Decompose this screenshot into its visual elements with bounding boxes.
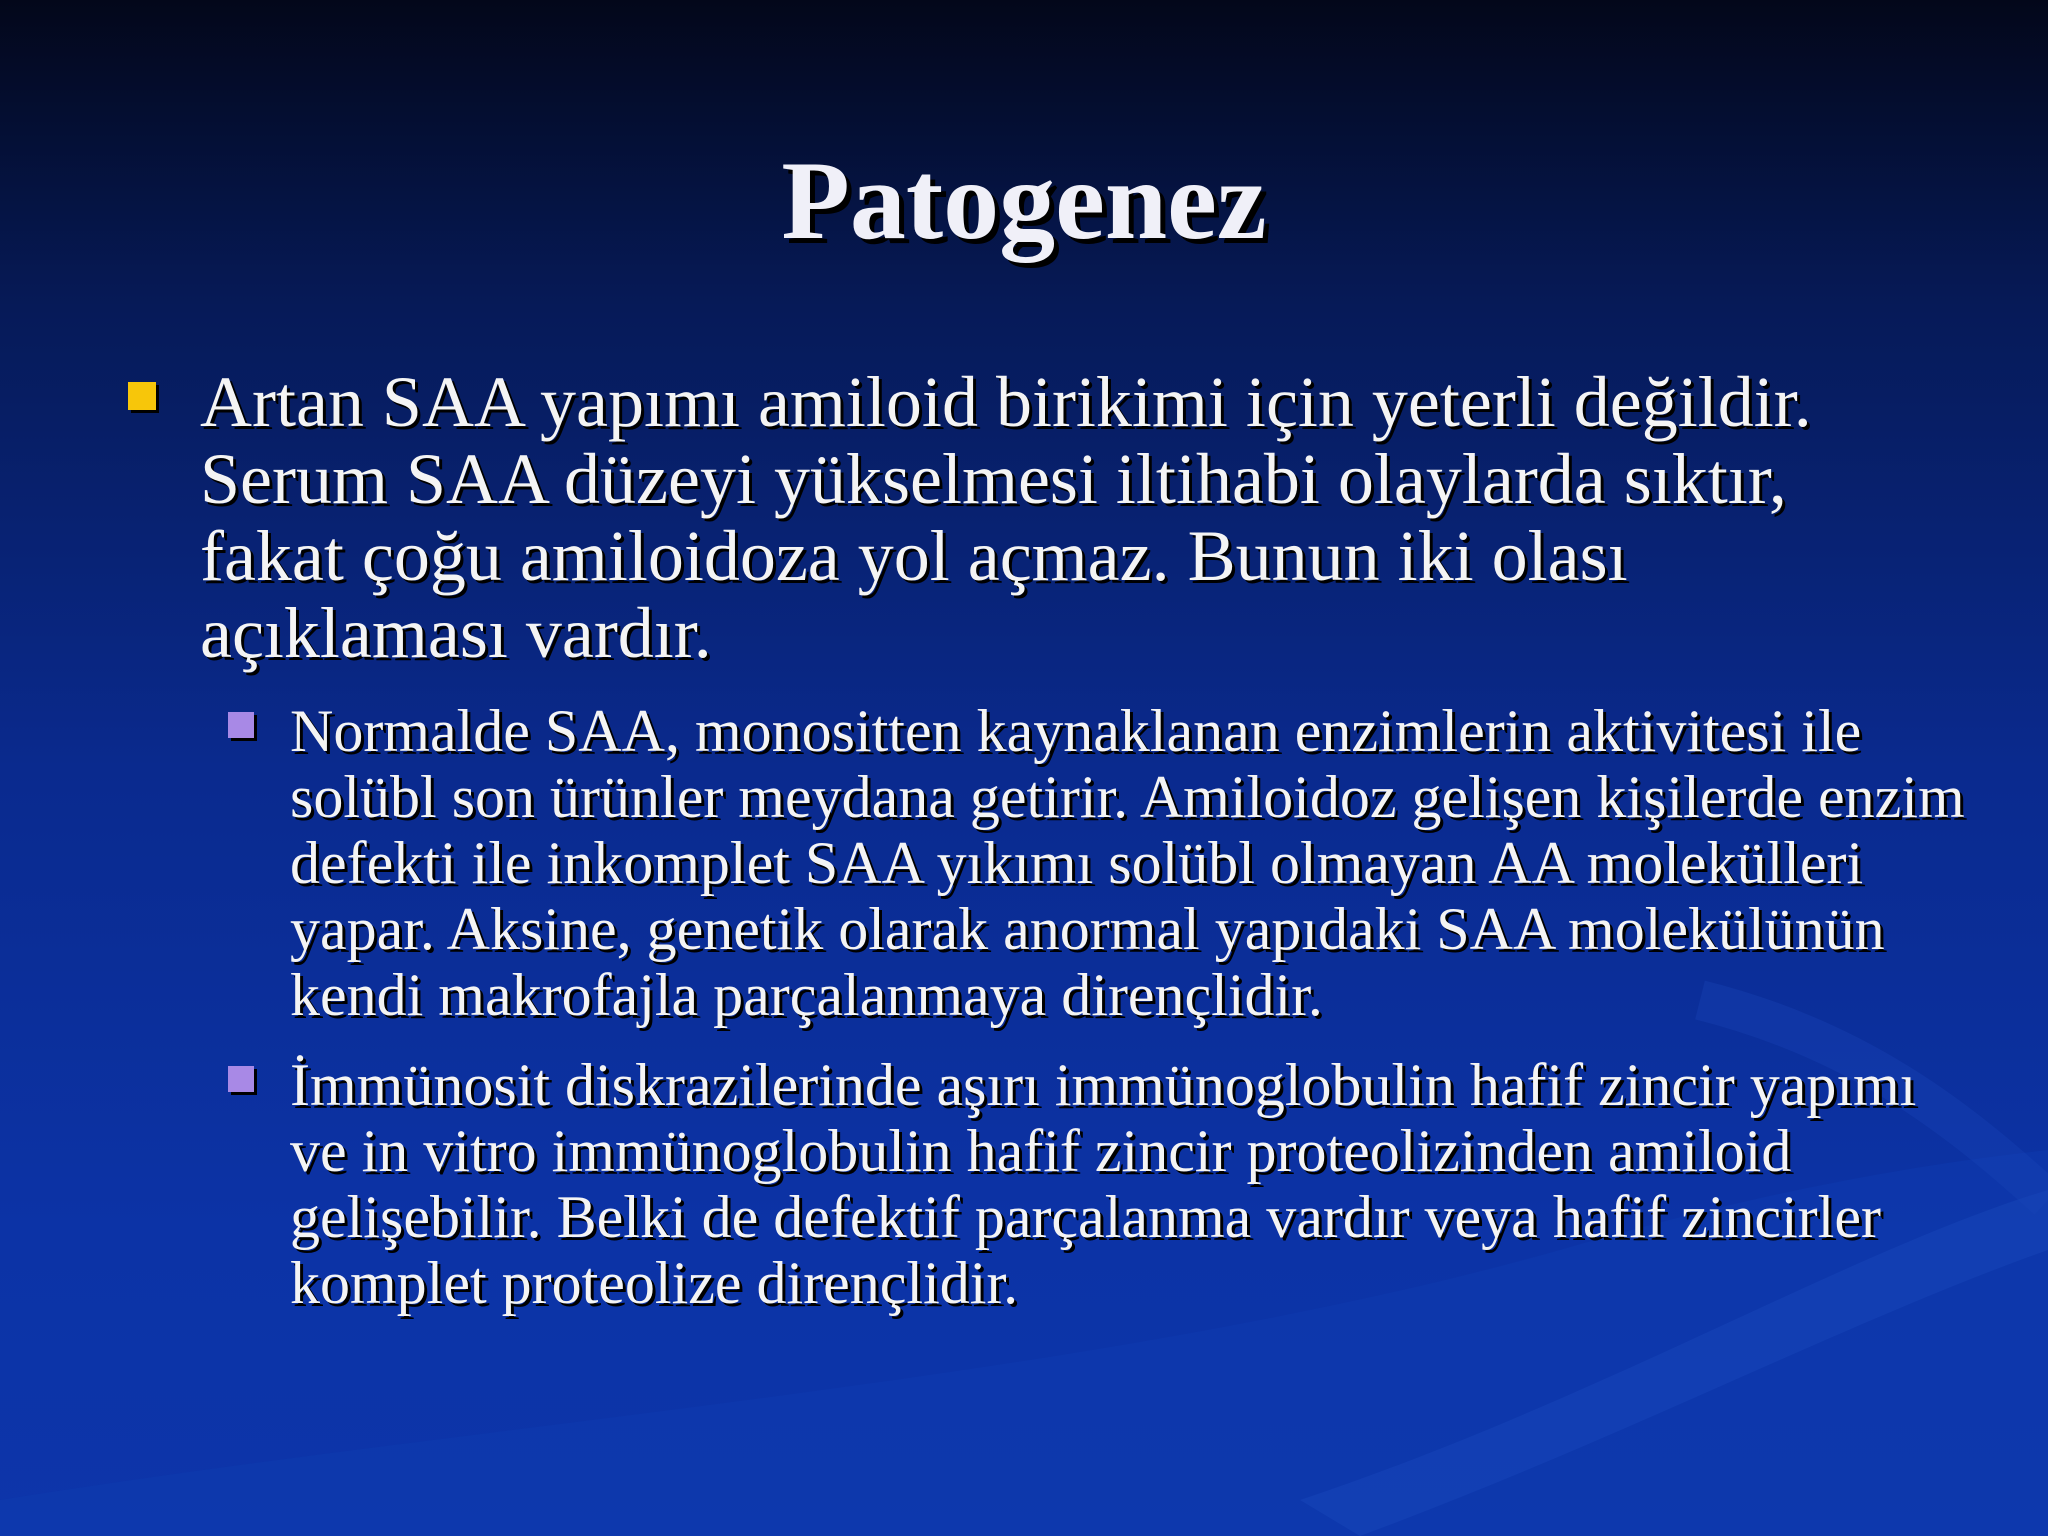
- sub-bullet-item: [290, 1052, 1970, 1316]
- sub-bullet-text: Normalde SAA, monositten kaynaklanan enzimlerin aktivitesi ile solübl son ürünler meydana getirir. Amiloidoz gelişen kişilerde enzim defekti ile inkomplet SAA yıkımı solübl olmayan AA molekülleri yapar. Aksine, genetik olarak anormal yapıdaki SAA molekülünün kendi makrofajla parçalanmaya dirençlidir.: [290, 698, 1965, 1028]
- slide-content: [0, 364, 2048, 1316]
- bullet-text: Artan SAA yapımı amiloid birikimi için yeterli değildir. Serum SAA düzeyi yükselmesi iltihabi olaylarda sıktır, fakat çoğu amiloidoza yol açmaz. Bunun iki olası açıklaması vardır.: [200, 362, 1812, 673]
- square-sub-bullet-icon: [228, 1066, 254, 1092]
- sub-bullet-text: İmmünosit diskrazilerinde aşırı immünoglobulin hafif zincir yapımı ve in vitro immünoglobulin hafif zincir proteolizinden amiloid gelişebilir. Belki de defektif parçalanma vardır veya hafif zincirler komplet proteolize dirençlidir.: [290, 1052, 1917, 1316]
- slide-title: Patogenez: [781, 139, 1267, 263]
- sub-bullet-item: [290, 698, 1970, 1028]
- square-sub-bullet-icon: [228, 712, 254, 738]
- square-bullet-icon: [128, 382, 156, 410]
- bullet-item: [200, 364, 1920, 672]
